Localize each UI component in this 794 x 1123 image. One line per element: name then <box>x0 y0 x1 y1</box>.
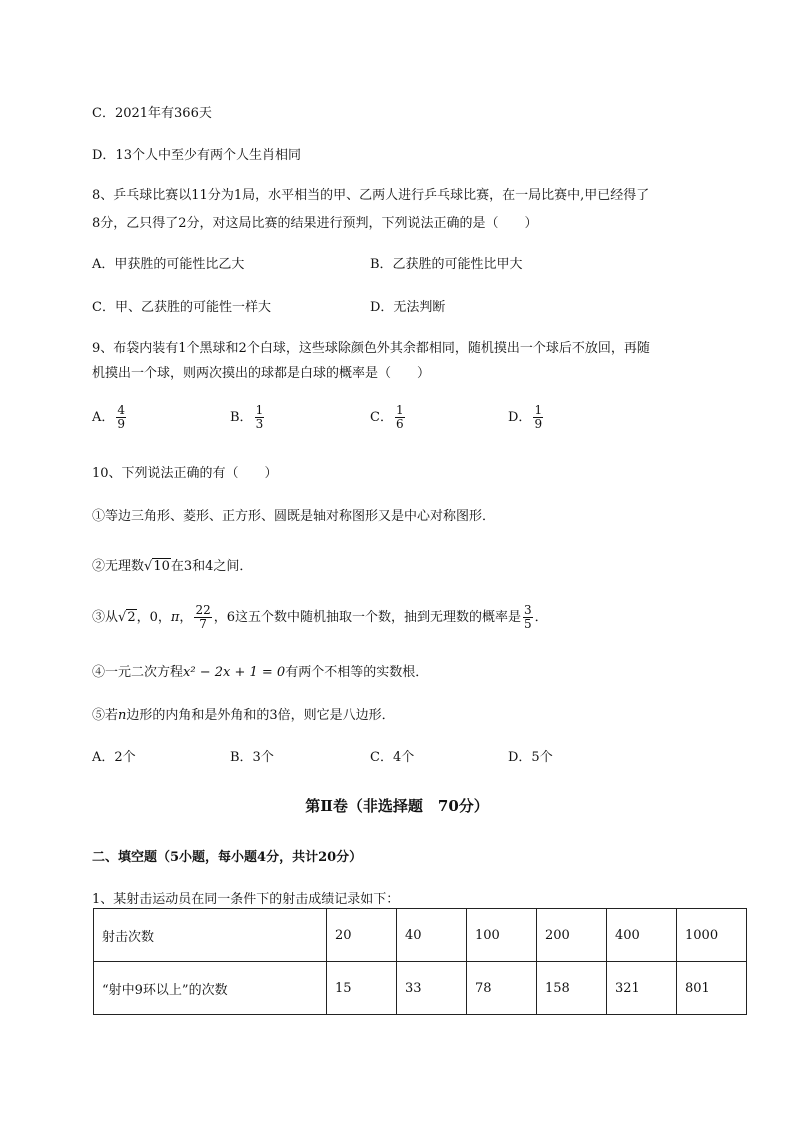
table-cell: 100 <box>467 909 537 962</box>
statement-4-suffix: 有两个不相等的实数根． <box>285 665 429 680</box>
section-title: 第Ⅱ卷（非选择题 70分） <box>305 797 489 815</box>
table-cell: 801 <box>677 962 747 1015</box>
question-9-line1: 9、布袋内装有1个黑球和2个白球，这些球除颜色外其余都相同，随机摸出一个球后不放回，再随 <box>92 341 650 356</box>
question-9-line2: 机摸出一个球，则两次摸出的球都是白球的概率是（ ） <box>92 366 431 381</box>
sqrt-2: √2 <box>118 610 136 625</box>
q9-option-b-label: B． <box>230 410 253 425</box>
option-c-prev: C．2021年有366天 <box>92 106 212 121</box>
q9-option-a-fraction <box>116 404 126 431</box>
shooting-table <box>93 908 747 1015</box>
fraction-numerator: 1 <box>395 403 404 417</box>
q9-option-c-fraction <box>395 404 405 431</box>
table-cell: 400 <box>607 909 677 962</box>
radicand: 10 <box>153 559 170 574</box>
radicand: 2 <box>127 610 136 625</box>
table-row <box>94 909 747 962</box>
option-d-prev: D．13个人中至少有两个人生肖相同 <box>92 148 301 163</box>
q8-option-b: B．乙获胜的可能性比甲大 <box>370 257 523 272</box>
table-cell: 20 <box>327 909 397 962</box>
statement-5-prefix: ⑤若 <box>92 708 119 723</box>
statement-4-prefix: ④一元二次方程 <box>92 665 184 680</box>
q9-option-d <box>508 404 545 431</box>
statement-3 <box>92 604 548 631</box>
table-cell: 158 <box>537 962 607 1015</box>
table-row-label: “射中9环以上”的次数 <box>94 962 327 1015</box>
fraction-22-7 <box>194 604 211 631</box>
fraction-denominator: 9 <box>534 417 543 431</box>
q9-option-d-label: D． <box>508 410 532 425</box>
q9-option-d-fraction <box>533 404 543 431</box>
fraction-denominator: 6 <box>395 417 404 431</box>
statement-3-end: ． <box>534 610 548 625</box>
table-row <box>94 962 747 1015</box>
q9-option-a-label: A． <box>92 410 115 425</box>
fraction-numerator: 1 <box>255 403 264 417</box>
q9-option-c-label: C． <box>370 410 393 425</box>
statement-5-suffix: 边形的内角和是外角和的3倍，则它是八边形． <box>126 708 395 723</box>
q10-option-c: C．4个 <box>370 750 415 765</box>
fraction-numerator: 1 <box>534 403 543 417</box>
table-cell: 33 <box>397 962 467 1015</box>
q8-option-a: A．甲获胜的可能性比乙大 <box>92 257 245 272</box>
table-cell: 15 <box>327 962 397 1015</box>
fill-question-1: 1、某射击运动员在同一条件下的射击成绩记录如下： <box>92 892 400 907</box>
equation: x² − 2x + 1 = 0 <box>183 665 286 680</box>
statement-3-text: ，0， <box>136 610 171 625</box>
pi-symbol: π <box>170 610 180 625</box>
q9-option-a <box>92 404 128 431</box>
q8-option-d: D．无法判断 <box>370 300 446 315</box>
table-cell: 200 <box>537 909 607 962</box>
statement-4 <box>92 661 428 680</box>
table-cell: 40 <box>397 909 467 962</box>
q10-option-a: A．2个 <box>92 750 136 765</box>
fraction-denominator: 9 <box>117 417 126 431</box>
table-cell: 1000 <box>677 909 747 962</box>
part-2-heading: 二、填空题（5小题，每小题4分，共计20分） <box>92 850 363 865</box>
table-cell: 78 <box>467 962 537 1015</box>
table-cell: 321 <box>607 962 677 1015</box>
q10-option-d: D．5个 <box>508 750 553 765</box>
statement-2-suffix: 在3和4之间． <box>170 559 253 574</box>
q9-option-b-fraction <box>255 404 265 431</box>
statement-2-prefix: ②无理数 <box>92 559 145 574</box>
table-row-label: 射击次数 <box>94 909 327 962</box>
fraction-numerator: 22 <box>195 603 211 617</box>
q10-option-b: B．3个 <box>230 750 274 765</box>
fraction-denominator: 5 <box>524 617 532 631</box>
statement-1: ①等边三角形、菱形、正方形、圆既是轴对称图形又是中心对称图形． <box>92 509 496 524</box>
statement-3-text: ，6这五个数中随机抽取一个数，抽到无理数的概率是 <box>213 610 521 625</box>
fraction-denominator: 3 <box>255 417 264 431</box>
question-8-line1: 8、乒乓球比赛以11分为1局，水平相当的甲、乙两人进行乒乓球比赛，在一局比赛中,甲已经得了 <box>92 188 650 203</box>
fraction-numerator: 3 <box>524 603 532 617</box>
fraction-numerator: 4 <box>117 403 126 417</box>
variable-n: n <box>118 708 127 723</box>
question-10: 10、下列说法正确的有（ ） <box>92 466 278 481</box>
fraction-answer <box>523 604 533 631</box>
q9-option-b <box>230 404 266 431</box>
sqrt-10: √10 <box>144 559 170 574</box>
statement-2 <box>92 555 252 574</box>
statement-3-prefix: ③从 <box>92 610 119 625</box>
fraction-denominator: 7 <box>199 617 207 631</box>
statement-3-text: ， <box>179 610 193 625</box>
q8-option-c: C．甲、乙获胜的可能性一样大 <box>92 300 271 315</box>
question-8-line2: 8分，乙只得了2分，对这局比赛的结果进行预判，下列说法正确的是（ ） <box>92 216 538 231</box>
q9-option-c <box>370 404 407 431</box>
statement-5 <box>92 704 395 723</box>
